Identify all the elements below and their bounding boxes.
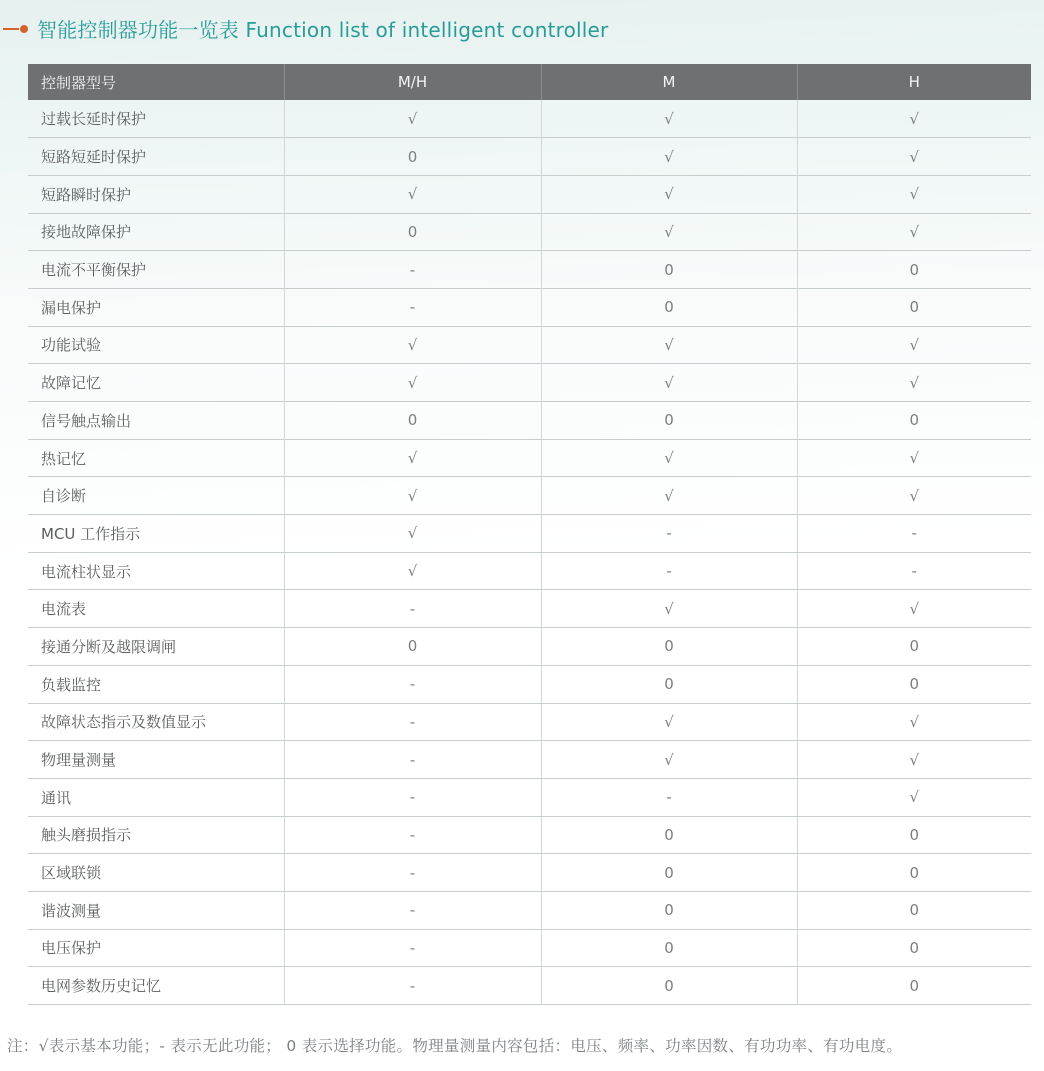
cell-value-h: 0 [797, 665, 1031, 703]
cell-value-mh: - [284, 854, 541, 892]
row-label: 谐波测量 [41, 901, 102, 920]
cell-value-h: √ [797, 326, 1031, 364]
cell-value-h: √ [797, 175, 1031, 213]
cell-value-m: 0 [541, 402, 797, 440]
cell-value-mh: - [284, 590, 541, 628]
function-table [28, 64, 1031, 1005]
cell-value-h: - [797, 552, 1031, 590]
cell-value-mh: - [284, 967, 541, 1005]
cell-value-h: √ [797, 138, 1031, 176]
cell-value-m: √ [541, 477, 797, 515]
page-title: 智能控制器功能一览表 Function list of intelligent controller [37, 18, 609, 42]
cell-value-h: 0 [797, 967, 1031, 1005]
row-label: MCU 工作指示 [41, 524, 141, 543]
row-label: 触头磨损指示 [41, 826, 132, 845]
cell-value-mh: √ [284, 175, 541, 213]
cell-value-mh: √ [284, 364, 541, 402]
footnote: 注：√表示基本功能；- 表示无此功能； 0 表示选择功能。物理量测量内容包括：电压、频率、功率因数、有功功率、有功电度。 [7, 1037, 903, 1055]
cell-value-h: √ [797, 778, 1031, 816]
row-label: 信号触点输出 [41, 411, 132, 430]
column-header-h: H [797, 64, 1031, 100]
row-label: 电流表 [41, 600, 87, 619]
cell-value-mh: √ [284, 552, 541, 590]
table-row [28, 213, 1031, 251]
column-header-controller-model: 控制器型号 [28, 64, 284, 100]
cell-value-h: √ [797, 364, 1031, 402]
table-row [28, 251, 1031, 289]
cell-value-h: √ [797, 703, 1031, 741]
title-dot-icon [20, 25, 28, 33]
cell-value-mh: 0 [284, 402, 541, 440]
row-label: 物理量测量 [41, 751, 117, 770]
table-body [28, 100, 1031, 1005]
cell-value-h: 0 [797, 891, 1031, 929]
table-row [28, 402, 1031, 440]
row-label: 区域联锁 [41, 864, 102, 883]
cell-value-mh: - [284, 251, 541, 289]
cell-value-m: √ [541, 138, 797, 176]
cell-value-mh: 0 [284, 213, 541, 251]
cell-value-mh: 0 [284, 628, 541, 666]
cell-value-h: 0 [797, 816, 1031, 854]
cell-value-m: 0 [541, 967, 797, 1005]
column-header-mh: M/H [284, 64, 541, 100]
cell-value-m: √ [541, 741, 797, 779]
cell-value-mh: 0 [284, 138, 541, 176]
cell-value-mh: √ [284, 326, 541, 364]
cell-value-m: 0 [541, 628, 797, 666]
cell-value-h: 0 [797, 929, 1031, 967]
cell-value-m: 0 [541, 251, 797, 289]
row-label: 短路短延时保护 [41, 148, 147, 167]
table-row [28, 326, 1031, 364]
cell-value-m: √ [541, 175, 797, 213]
cell-value-mh: √ [284, 515, 541, 553]
cell-value-h: √ [797, 590, 1031, 628]
row-label: 通讯 [41, 788, 72, 807]
table-row [28, 364, 1031, 402]
cell-value-m: - [541, 778, 797, 816]
row-label: 功能试验 [41, 336, 102, 355]
cell-value-m: √ [541, 590, 797, 628]
cell-value-mh: - [284, 665, 541, 703]
row-label: 故障记忆 [41, 374, 102, 393]
cell-value-mh: - [284, 816, 541, 854]
table-row [28, 477, 1031, 515]
cell-value-mh: - [284, 703, 541, 741]
table-header [28, 64, 1031, 100]
table-header-row [28, 64, 1031, 100]
table-row [28, 854, 1031, 892]
section-header [0, 0, 1044, 44]
table-row [28, 816, 1031, 854]
table-row [28, 778, 1031, 816]
cell-value-mh: √ [284, 477, 541, 515]
cell-value-mh: - [284, 778, 541, 816]
cell-value-h: 0 [797, 402, 1031, 440]
cell-value-mh: - [284, 288, 541, 326]
table-row [28, 288, 1031, 326]
row-label: 漏电保护 [41, 298, 102, 317]
cell-value-m: 0 [541, 891, 797, 929]
cell-value-m: - [541, 515, 797, 553]
table-row [28, 138, 1031, 176]
row-label: 接地故障保护 [41, 223, 132, 242]
table-row [28, 967, 1031, 1005]
cell-value-m: √ [541, 439, 797, 477]
row-label: 热记忆 [41, 449, 87, 468]
cell-value-mh: √ [284, 100, 541, 138]
cell-value-h: - [797, 515, 1031, 553]
table-row [28, 175, 1031, 213]
cell-value-m: 0 [541, 816, 797, 854]
cell-value-m: √ [541, 213, 797, 251]
cell-value-m: √ [541, 703, 797, 741]
cell-value-h: 0 [797, 288, 1031, 326]
cell-value-h: 0 [797, 628, 1031, 666]
column-header-m: M [541, 64, 797, 100]
cell-value-mh: - [284, 929, 541, 967]
table-row [28, 100, 1031, 138]
title-dash-icon [3, 28, 19, 30]
table-row [28, 628, 1031, 666]
cell-value-m: 0 [541, 929, 797, 967]
cell-value-h: √ [797, 741, 1031, 779]
row-label: 过载长延时保护 [41, 110, 147, 129]
cell-value-h: √ [797, 477, 1031, 515]
table-row [28, 741, 1031, 779]
table-row [28, 665, 1031, 703]
table-row [28, 590, 1031, 628]
row-label: 电网参数历史记忆 [41, 977, 162, 996]
row-label: 电压保护 [41, 939, 102, 958]
cell-value-h: √ [797, 439, 1031, 477]
title-bullet-icon [3, 25, 28, 33]
cell-value-m: 0 [541, 665, 797, 703]
row-label: 自诊断 [41, 487, 87, 506]
cell-value-mh: - [284, 891, 541, 929]
cell-value-m: 0 [541, 288, 797, 326]
row-label: 故障状态指示及数值显示 [41, 713, 207, 732]
cell-value-h: √ [797, 213, 1031, 251]
cell-value-h: √ [797, 100, 1031, 138]
cell-value-mh: √ [284, 439, 541, 477]
table-row [28, 703, 1031, 741]
row-label: 接通分断及越限调闸 [41, 637, 177, 656]
row-label: 电流不平衡保护 [41, 261, 147, 280]
cell-value-h: 0 [797, 854, 1031, 892]
cell-value-m: √ [541, 100, 797, 138]
row-label: 负载监控 [41, 675, 102, 694]
table-row [28, 552, 1031, 590]
cell-value-m: - [541, 552, 797, 590]
table-row [28, 515, 1031, 553]
table-row [28, 929, 1031, 967]
cell-value-m: √ [541, 364, 797, 402]
cell-value-m: √ [541, 326, 797, 364]
cell-value-mh: - [284, 741, 541, 779]
cell-value-h: 0 [797, 251, 1031, 289]
table-row [28, 891, 1031, 929]
cell-value-m: 0 [541, 854, 797, 892]
row-label: 电流柱状显示 [41, 562, 132, 581]
table-row [28, 439, 1031, 477]
row-label: 短路瞬时保护 [41, 185, 132, 204]
